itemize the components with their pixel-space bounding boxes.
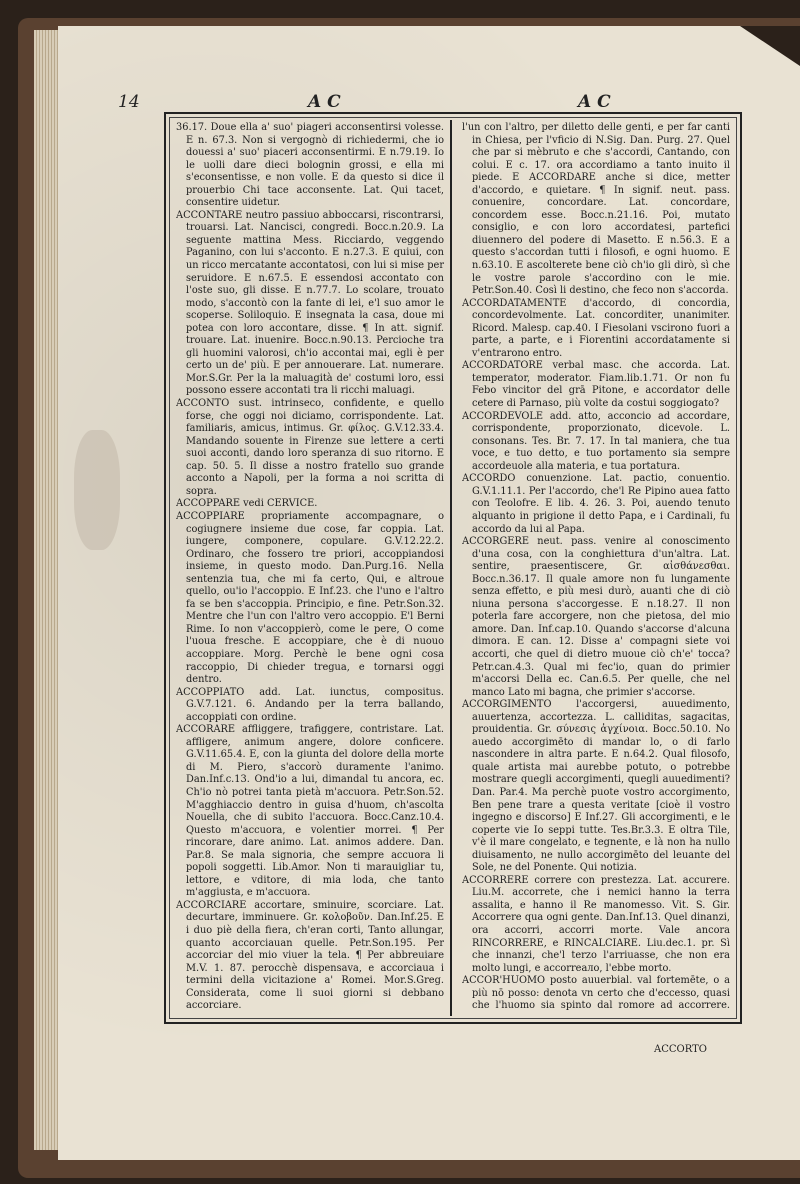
text-frame <box>164 112 742 1024</box>
entry: ACCORDATAMENTE d'accordo, di concordia, concordevolmente. Lat. concorditer, unanimiter. Ricord. Malesp. cap.40. I Fiesolani vscirono fuori a parte, a parte, e i Fiorentini accordatamente si v'entrarono entro. <box>462 297 730 359</box>
entry: ACCORGERE neut. pass. venire al conoscimento d'una cosa, con la conghiettura d'un'altra. Lat. sentire, praesentiscere, Gr. αἰσθάνεσθαι. Bocc.n.36.17. Il quale amore non fu lungamente senza effetto, e più mesi durò, auanti che di ciò niuna persona s'accorgesse. E n.18.27. Il non poterla fare accorgere, non che pietosa, del mio amore. Dan. Inf.cap.10. Quando s'accorse d'alcuna dimora. E can. 12. Disse a' compagni siete voi accorti, che quel di dietro muoue ciò ch'e' tocca? Petr.can.4.3. Qual mi fec'io, quan do primier m'accorsi Della ec. Can.6.5. Per quelle, che nel manco Lato mi bagna, che primier s'accorse. <box>462 536 730 698</box>
header-letters-left: A C <box>308 92 341 112</box>
entry: ACCONTO sust. intrinseco, confidente, e quello forse, che oggi noi diciamo, corrispondente. Lat. familiaris, amicus, intimus. Gr. φίλος. G.V.12.33.4. Mandando souente in Firenze sue lettere a certi suoi acconti, dando loro speranza di suo ritorno. E cap. 50. 5. Il disse a nostro fratello suo grande acconto a Napoli, per la forma a noi scritta di sopra. <box>176 398 444 497</box>
page-stain <box>74 430 120 550</box>
page-curl <box>740 26 800 66</box>
entry: ACCOPPARE vedi CERVICE. <box>176 498 318 510</box>
page-number: 14 <box>118 92 140 112</box>
entry: ACCORARE affliggere, trafiggere, contristare. Lat. affligere, animum angere, dolore conficere. G.V.11.65.4. E, con la giunta del dolore della morte di M. Piero, s'accorò duramente l'animo. Dan.Inf.c.13. Ond'io a lui, dimandal tu ancora, ec. Ch'io nò potrei tanta pietà m'accuora. Petr.Son.52. M'agghiaccio dentro in guisa d'huom, ch'ascolta Nouella, che di subito l'accuora. Bocc.Canz.10.4. Questo m'accuora, e volentier morrei. ¶ Per rincorare, dare animo. Lat. animos addere. Dan. Par.8. Se mala signoria, che sempre accuora li popoli soggetti. Lib.Amor. Non ti marauigliar tu, lettore, e vditore, di mia loda, che tanto m'aggiusta, e m'accuora. <box>176 724 444 899</box>
header-letters-right: A C <box>578 92 611 112</box>
entry: ACCORCIARE accortare, sminuire, scorciare. Lat. decurtare, imminuere. Gr. κολοβοῦν. Dan.Inf.25. E i duo piè della fiera, ch'eran corti, Tanto allungar, quanto accorciauan quelle. Petr.Son.195. Per accorciar del mio viuer la tela. ¶ Per abbreuiare M.V. 1. 87. perocchè dispensava, e accorciaua i termini della vicitazione a' Romei. Mor.S.Greg. Considerata, come li suoi giorni si debbano accorciare. <box>176 899 444 1012</box>
entry: ACCONTARE neutro passiuo abboccarsi, riscontrarsi, trouarsi. Lat. Nancisci, congredi. Bocc.n.20.9. La seguente mattina Mess. Ricciardo, veggendo Paganino, con lui s'acconto. E n.27.3. E quiui, con un ricco mercatante accontatosi, con lui si mise per seruidore. E n.67.5. E essendosi accontato con l'oste suo, gli disse. E n.77.7. Lo scolare, trouato modo, s'accontò con la fante di lei, e'l suo amor le scoperse. Soliloquio. E insegnata la casa, doue mi potea con loro accontare, disse. ¶ In att. signif. trouare. Lat. inuenire. Bocc.n.90.13. Percioche tra gli huomini valorosi, ch'io accontai mai, egli è per certo un de' più. E per annouerare. Lat. numerare. Mor.S.Gr. Per la la maluagità de' costumi loro, essi possono essere accontati tra li ricchi maluagi. <box>176 209 444 397</box>
entry: ACCORDEVOLE add. atto, acconcio ad accordare, corrispondente, proporzionato, dicevole. L. consonans. Tes. Br. 7. 17. In tal maniera, che tua voce, e tuo detto, e tuo portamento sia sempre accordeuole alla materia, e tua portatura. <box>462 410 730 472</box>
entry: ACCORRERE correre con prestezza. Lat. accurere. Liu.M. accorrete, che i nemici hanno la terra assalita, e hanno il Re manomesso. Vit. S. Gir. Accorrere qua ogni gente. Dan.Inf.13. Quel dinanzi, ora accorri, accorri morte. Vale ancora RINCORRERE, e RINCALCIARE. Liu.dec.1. pr. Sì che innanzi, che'l terzo l'arriuasse, che non era molto lungi, e accorreало, l'ebbe morto. <box>462 874 730 974</box>
right-column <box>462 122 730 1012</box>
left-column <box>176 122 444 1012</box>
column-divider <box>450 120 452 1016</box>
entry: ACCOR'HUOMO posto auuerbial. val fortemēte, o a più nō posso: denota vn certo che d'eccesso, quasi che l'huomo sia spinto dal romore ad accorrere. <box>462 975 730 1012</box>
entry: ACCOPPIARE propriamente accompagnare, o cogiugnere insieme due cose, far coppia. Lat. iungere, componere, copulare. G.V.12.22.2. Ordinaro, che fossero tre priori, accoppiandosi insieme, in questo modo. Dan.Purg.16. Nella sentenzia tua, che mi fa certo, Qui, e altroue quello, ou'io l'accoppio. E Inf.23. che l'uno e l'altro fa se ben s'accoppia. Principio, e fine. Petr.Son.32. Mentre che l'un con l'altro vero accoppio. E'l Berni Rime. Io non v'accoppierò, come le pere, O come l'uoua fresche. E accoppiare, che è di nuouo accoppiare. Morg. Perchè le bene ogni cosa raccoppio, Di chieder tregua, e tornarsi oggi dentro. <box>176 510 444 686</box>
entry: ACCORDO conuenzione. Lat. pactio, conuentio. G.V.1.11.1. Per l'accordo, che'l Re Pipino auea fatto con Teolofre. E lib. 4. 26. 3. Poi, auendo tenuto alquanto in prigione il detto Papa, e i Cardinali, fu accordo da lui al Papa. <box>462 473 730 535</box>
entry: 36.17. Doue ella a' suo' piageri acconsentirsi volesse. E n. 67.3. Non si vergognò di richiedermi, che io douessi a' suo' piaceri acconsentirmi. E n.79.19. Io le uolli dare dieci bolognin grossi, e ella mi s'econsentisse, e non volle. E da questo si dice il prouerbio Chi tace acconsente. Lat. Qui tacet, consentire uidetur. <box>176 122 444 209</box>
entry: l'un con l'altro, per diletto delle genti, e per far canti in Chiesa, per l'vficio di N.Sig. Dan. Purg. 27. Quel che par si mèbruto e che s'accordi, Cantando, con colui. E c. 17. ora accordiamo a tanto inuito il piede. E ACCORDARE anche si dice, metter d'accordo, e quietare. ¶ In signif. neut. pass. conuenire, concordare. Lat. concordare, concordem esse. Bocc.n.21.16. Poi, mutato consiglio, e con loro accordatesi, partefici diuennero del podere di Masetto. E n.56.3. E a questo s'accordan tutti i filosofi, e ogni huomo. E n.63.10. E ascolterete bene ciò ch'io gli dirò, sì che le vostre parole s'accordino con le mie. Petr.Son.40. Così li destino, che feco non s'accorda. <box>462 122 730 297</box>
entry: ACCOPPIATO add. Lat. iunctus, compositus. G.V.7.121. 6. Andando per la terra ballando, accoppiati con ordine. <box>176 686 444 723</box>
entry: ACCORGIMENTO l'accorgersi, auuedimento, auuertenza, accortezza. L. calliditas, sagacitas, prouidentia. Gr. σύνεσις ἀγχίνοια. Bocc.50.10. No auedo accorgimēto di mandar lo, o di farlo nascondere in altra parte. E n.64.2. Qual filosofo, quale artista mai aurebbe potuto, o potrebbe mostrare quegli accorgimenti, quegli auuedimenti? Dan. Par.4. Ma perchè puote vostro accorgimento, Ben pene trare a questa veritate [cioè il vostro ingegno e discorso] E Inf.27. Gli accorgimenti, e le coperte vie Io seppi tutte. Tes.Br.3.3. E oltra Tile, v'è il mare congelato, e tegnente, e là non ha nullo diuisamento, ne nullo accorgimēto del leuante del Sole, ne del Ponente. Qui notizia. <box>462 699 730 874</box>
catchword: ACCORTO <box>654 1044 707 1055</box>
entry: ACCORDATORE verbal masc. che accorda. Lat. temperator, moderator. Fiam.lib.1.71. Or non fu Febo vincitor del grā Pitone, e accordator delle cetere di Parnaso, più volte da costui soggiogato? <box>462 360 730 410</box>
